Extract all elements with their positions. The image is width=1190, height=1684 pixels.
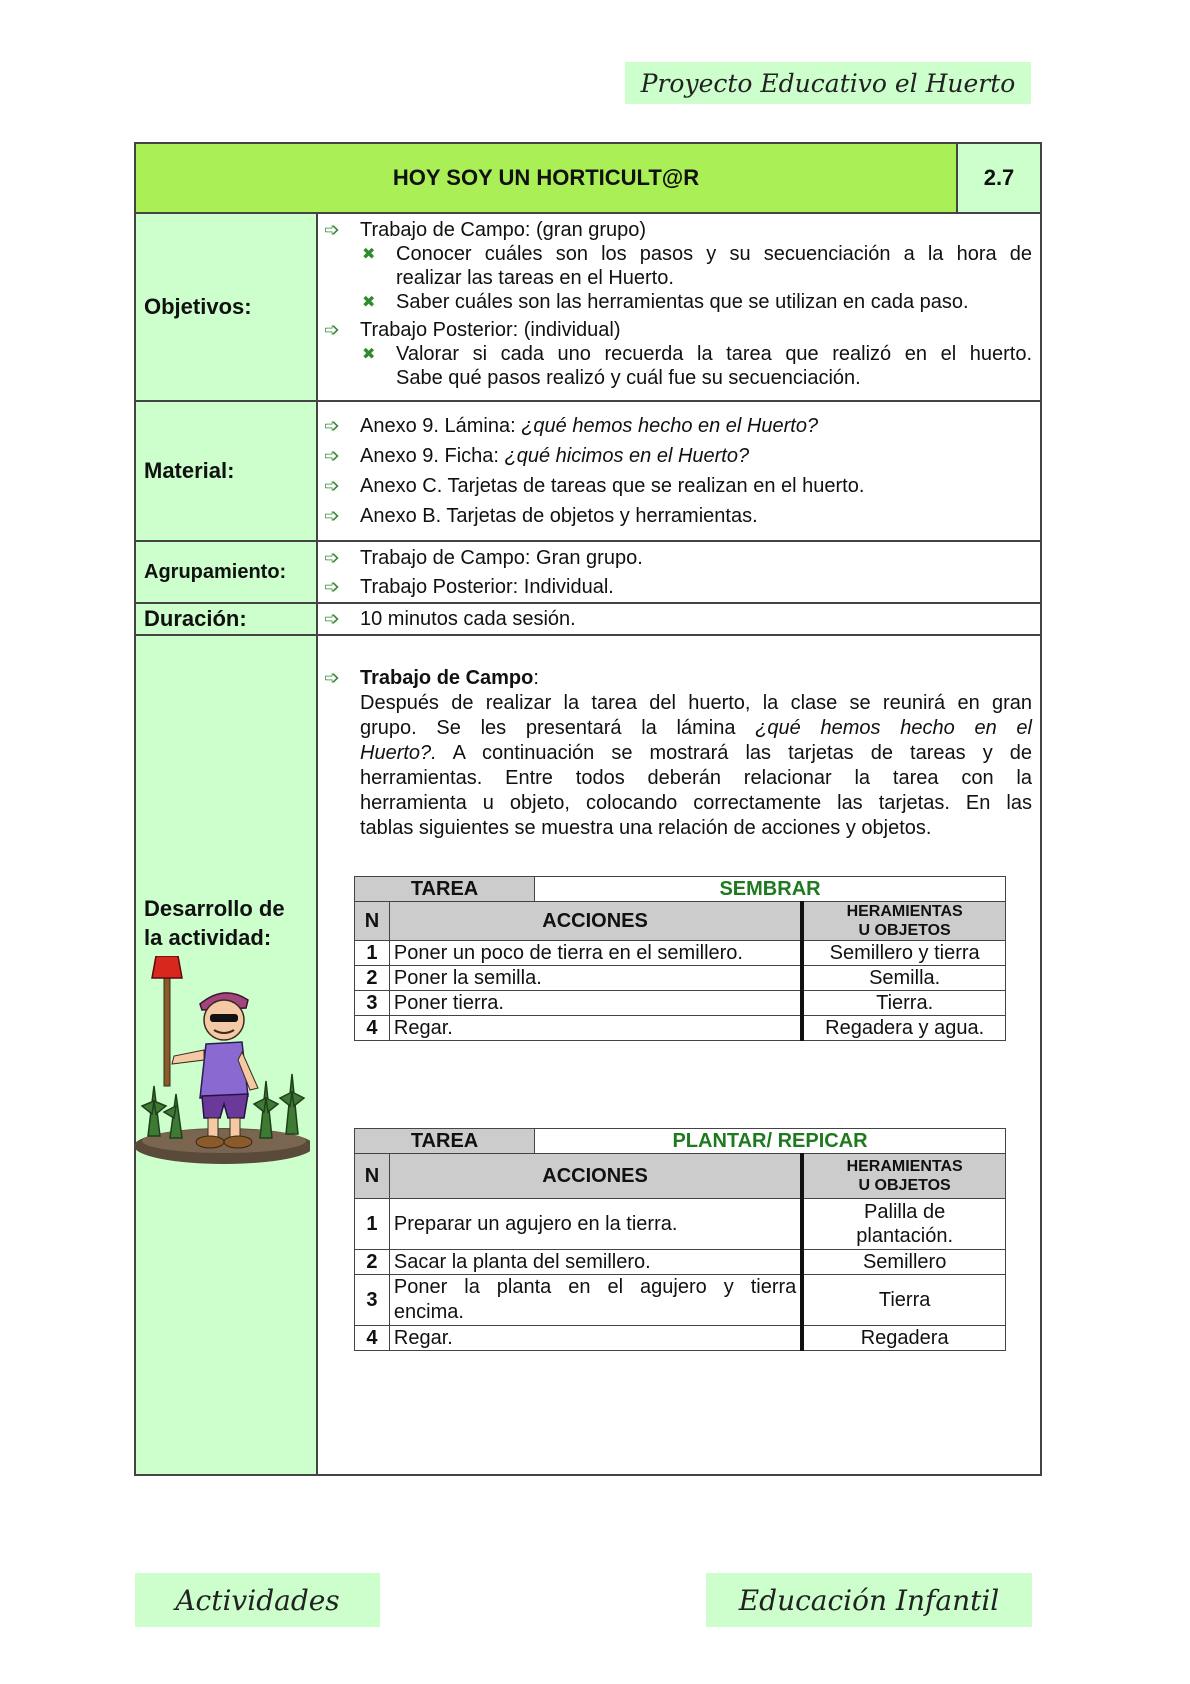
col-n-header: N xyxy=(355,1154,390,1199)
row-material xyxy=(136,402,1040,542)
footer-left-text: Actividades xyxy=(175,1583,340,1617)
tarea-label: TAREA xyxy=(355,1129,535,1154)
content-desarrollo xyxy=(318,636,1040,1474)
objetivo-subitem: Conocer cuáles son los pasos y su secuenciación a la hora de xyxy=(396,243,1032,265)
table-row: 2 Sacar la planta del semillero. Semillero xyxy=(355,1250,1006,1275)
arrow-icon: ➩ xyxy=(324,609,340,630)
tarea-label: TAREA xyxy=(355,877,535,902)
table-row: 4 Regar. Regadera xyxy=(355,1326,1006,1351)
col-acciones-header: ACCIONES xyxy=(389,1154,802,1199)
material-item: Anexo B. Tarjetas de objetos y herramientas. xyxy=(360,505,758,527)
desarrollo-paragraph: Después de realizar la tarea del huerto, la clase se reunirá en gran grupo. Se les presentará la lámina ¿qué hemos hecho en el Huerto?. A continuación se mostrará las tarjetas de tareas y de herramientas. Entre todos deberán relacionar la tarea con la herramienta u objeto, colocando correctamente las tarjetas. En las tablas siguientes se muestra una relación de acciones y objetos. xyxy=(360,692,1032,839)
duracion-text: 10 minutos cada sesión. xyxy=(360,608,576,630)
table-row: 2 Poner la semilla. Semilla. xyxy=(355,966,1006,991)
label-agrupamiento: Agrupamiento: xyxy=(136,542,318,602)
arrow-icon: ➩ xyxy=(324,506,340,527)
card-number: 2.7 xyxy=(956,144,1040,212)
label-material: Material: xyxy=(136,402,318,540)
row-objetivos xyxy=(136,214,1040,402)
content-objetivos xyxy=(318,214,1040,400)
arrow-icon: ➩ xyxy=(324,446,340,467)
label-objetivos: Objetivos: xyxy=(136,214,318,400)
label-duracion: Duración: xyxy=(136,604,318,634)
table-plantar xyxy=(354,1128,1006,1351)
label-desarrollo-l1: Desarrollo de xyxy=(144,896,285,921)
tarea-value: SEMBRAR xyxy=(535,877,1006,902)
table-row: 1 Poner un poco de tierra en el semillero. Semillero y tierra xyxy=(355,941,1006,966)
table-row: 1 Preparar un agujero en la tierra. Palilla de plantación. xyxy=(355,1199,1006,1250)
agrupamiento-item: Trabajo de Campo: Gran grupo. xyxy=(360,547,643,569)
objetivo-subitem: Saber cuáles son las herramientas que se utilizan en cada paso. xyxy=(396,291,969,313)
table-sembrar xyxy=(354,876,1006,1041)
arrow-icon: ➩ xyxy=(324,476,340,497)
objetivo-subitem-cont: realizar las tareas en el Huerto. xyxy=(396,267,674,289)
table-row: 3 Poner la planta en el agujero y tierra encima. Tierra xyxy=(355,1275,1006,1326)
material-item: Anexo C. Tarjetas de tareas que se realizan en el huerto. xyxy=(360,475,865,497)
objetivo-subitem: Valorar si cada uno recuerda la tarea que realizó en el huerto. xyxy=(396,343,1032,365)
row-duracion xyxy=(136,604,1040,636)
content-duracion xyxy=(318,604,1040,634)
arrow-icon: ➩ xyxy=(324,577,340,598)
footer-right-label xyxy=(706,1573,1032,1627)
gardener-illustration xyxy=(130,956,310,1171)
arrow-icon: ➩ xyxy=(324,320,340,341)
arrow-icon: ➩ xyxy=(324,668,340,689)
arrow-icon: ➩ xyxy=(324,548,340,569)
card-title-bar xyxy=(136,144,1040,214)
card-title: HOY SOY UN HORTICULT@R xyxy=(392,165,700,190)
row-desarrollo xyxy=(136,636,1040,1474)
project-header-label xyxy=(625,62,1031,104)
objetivo-item: Trabajo de Campo: (gran grupo) xyxy=(360,219,647,241)
col-herramientas-header: HERAMIENTAS U OBJETOS xyxy=(802,902,1005,941)
col-herramientas-header: HERAMIENTAS U OBJETOS xyxy=(802,1154,1005,1199)
label-desarrollo xyxy=(136,636,318,1474)
content-agrupamiento xyxy=(318,542,1040,602)
footer-right-text: Educación Infantil xyxy=(738,1583,1000,1617)
cross-bullet-icon: ✖ xyxy=(362,294,376,311)
objetivo-subitem-cont: Sabe qué pasos realizó y cuál fue su secuenciación. xyxy=(396,367,861,389)
material-item: Anexo 9. Lámina: ¿qué hemos hecho en el Huerto? xyxy=(360,415,819,437)
cross-bullet-icon: ✖ xyxy=(362,346,376,363)
objetivo-item: Trabajo Posterior: (individual) xyxy=(360,319,621,341)
arrow-icon: ➩ xyxy=(324,220,340,241)
desarrollo-heading: Trabajo de Campo: xyxy=(360,667,539,689)
agrupamiento-item: Trabajo Posterior: Individual. xyxy=(360,576,614,598)
table-row: 3 Poner tierra. Tierra. xyxy=(355,991,1006,1016)
col-n-header: N xyxy=(355,902,390,941)
footer-left-label xyxy=(135,1573,380,1627)
material-item: Anexo 9. Ficha: ¿qué hicimos en el Huerto? xyxy=(360,445,750,467)
table-row: 4 Regar. Regadera y agua. xyxy=(355,1016,1006,1041)
row-agrupamiento xyxy=(136,542,1040,604)
arrow-icon: ➩ xyxy=(324,416,340,437)
col-acciones-header: ACCIONES xyxy=(389,902,802,941)
content-material xyxy=(318,402,1040,540)
project-header-text: Proyecto Educativo el Huerto xyxy=(640,68,1016,98)
label-desarrollo-l2: la actividad: xyxy=(144,925,272,950)
activity-card xyxy=(134,142,1042,1476)
tarea-value: PLANTAR/ REPICAR xyxy=(535,1129,1006,1154)
cross-bullet-icon: ✖ xyxy=(362,246,376,263)
